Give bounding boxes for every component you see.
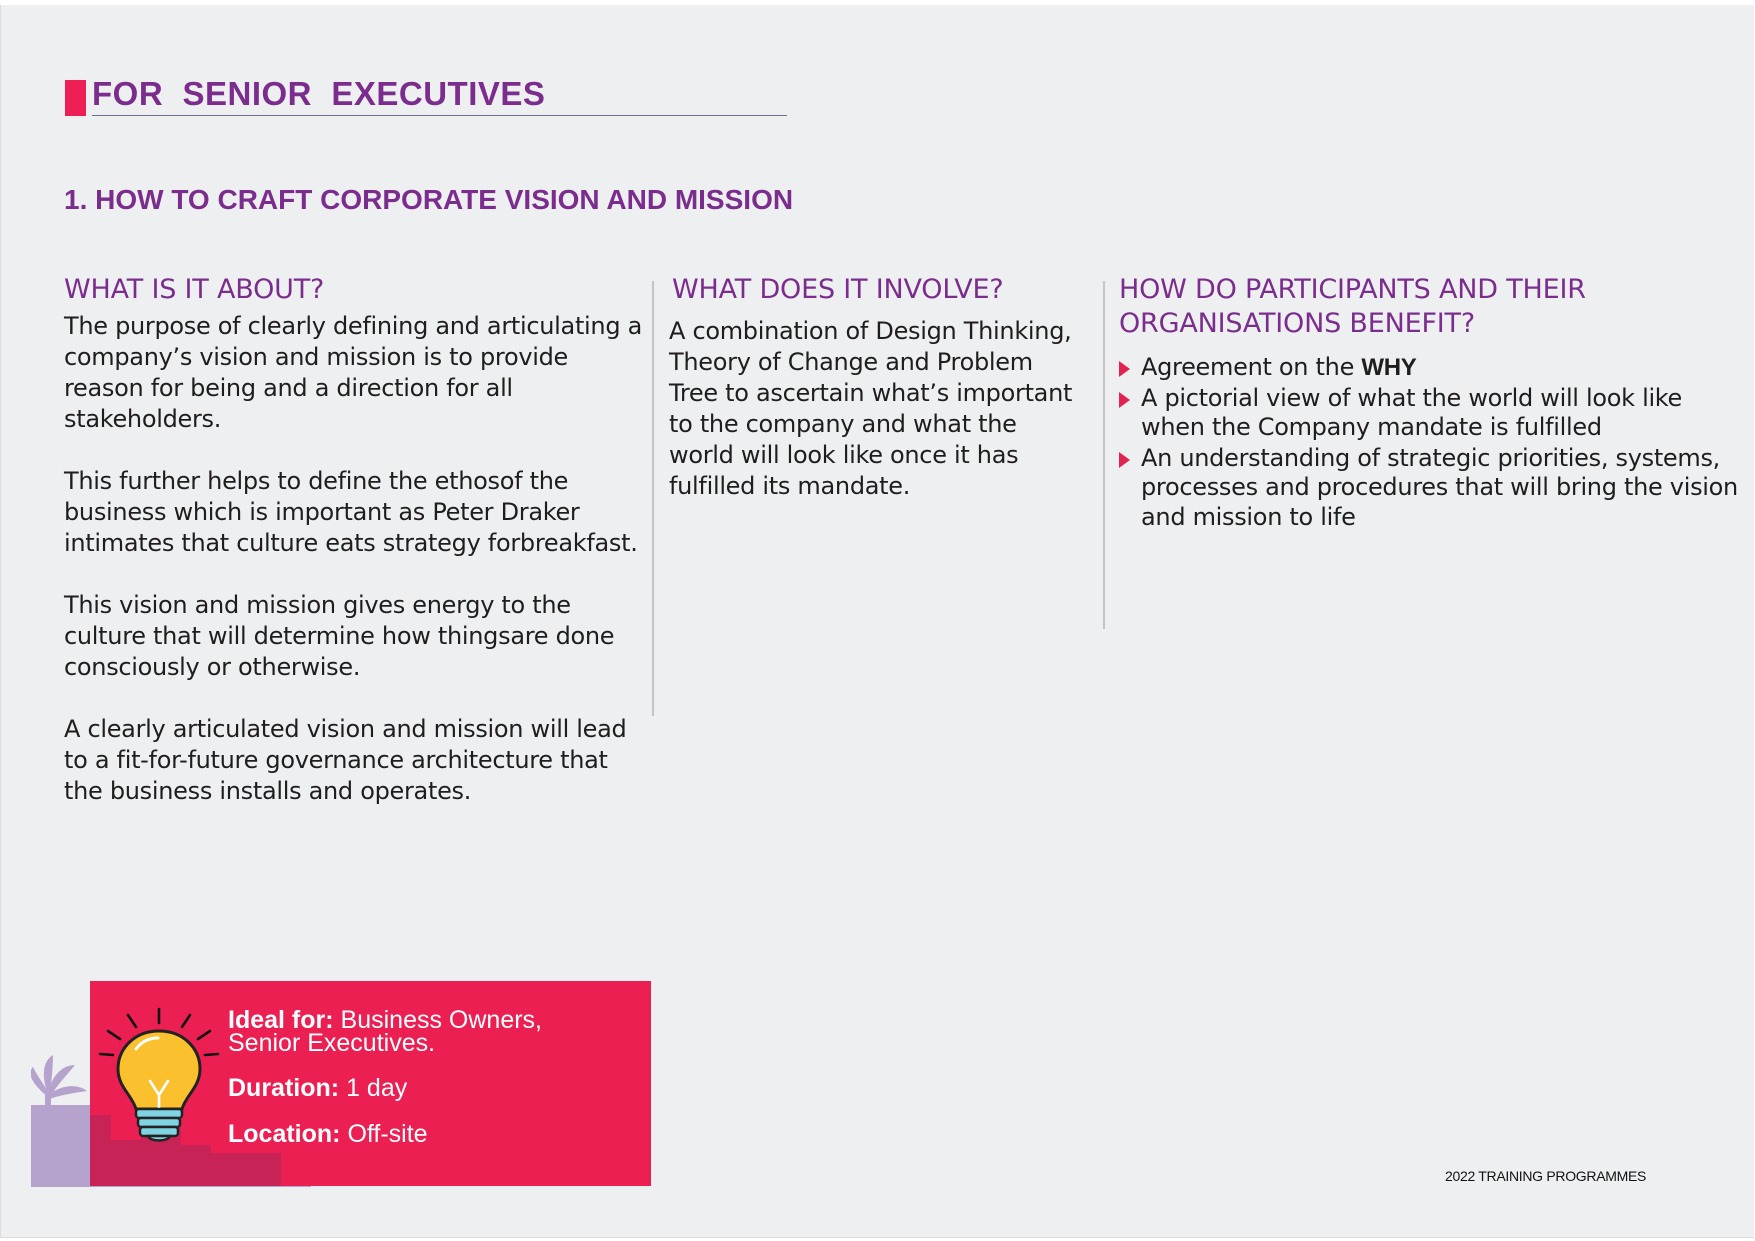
column-divider <box>652 281 654 716</box>
benefit-item-text: An understanding of strategic priorities, systems, processes and procedures that will bring the vision and mission to life <box>1141 443 1738 531</box>
about-paragraph: A clearly articulated vision and mission will lead to a fit-for-future governance architecture that the business installs and operates. <box>64 715 627 805</box>
lightbulb-icon <box>98 1007 223 1147</box>
benefit-item-text: Agreement on the <box>1141 353 1362 381</box>
location-value: Off-site <box>347 1120 428 1148</box>
bullet-arrow-icon <box>1119 361 1130 377</box>
bullet-arrow-icon <box>1119 452 1130 468</box>
benefit-item <box>1119 384 1739 443</box>
location-row <box>228 1120 542 1148</box>
benefit-item <box>1119 444 1739 533</box>
about-paragraph: This vision and mission gives energy to the culture that will determine how thingsare done consciously or otherwise. <box>64 591 615 681</box>
course-info-box <box>90 981 651 1186</box>
about-text <box>64 311 649 838</box>
about-paragraph: The purpose of clearly defining and articulating a company’s vision and mission is to provide reason for being and a direction for all stakeholders. <box>64 312 643 433</box>
about-heading: WHAT IS IT ABOUT? <box>64 274 325 305</box>
duration-label: Duration: <box>228 1074 340 1102</box>
benefit-heading-line: HOW DO PARTICIPANTS AND THEIR <box>1119 274 1586 305</box>
benefits-list <box>1119 353 1739 533</box>
section-title: FOR SENIOR EXECUTIVES <box>92 75 546 112</box>
benefit-item-emphasis: WHY <box>1361 354 1417 381</box>
benefit-heading-line: ORGANISATIONS BENEFIT? <box>1119 308 1475 339</box>
ideal-for-label: Ideal for: <box>228 1006 334 1034</box>
page <box>0 5 1754 1238</box>
course-details <box>228 1006 542 1148</box>
ideal-for-value: Business Owners, <box>340 1006 542 1034</box>
benefit-item-text: A pictorial view of what the world will look like when the Company mandate is fulfilled <box>1141 383 1683 441</box>
course-title: 1. HOW TO CRAFT CORPORATE VISION AND MISSION <box>64 184 794 215</box>
section-marker <box>65 80 86 116</box>
involve-text: A combination of Design Thinking, Theory of Change and Problem Tree to ascertain what’s important to the company and what the world will look like once it has fulfilled its mandate. <box>669 317 1073 500</box>
about-paragraph: This further helps to define the ethosof the business which is important as Peter Draker intimates that culture eats strategy forbreakfast. <box>64 467 638 557</box>
section-divider <box>92 115 787 116</box>
footer-text: 2022 TRAINING PROGRAMMES <box>1445 1168 1647 1184</box>
duration-value: 1 day <box>346 1074 408 1102</box>
involve-heading: WHAT DOES IT INVOLVE? <box>672 274 1004 305</box>
benefit-heading <box>1119 273 1586 341</box>
ideal-for-row-continued <box>228 1029 542 1057</box>
duration-row <box>228 1074 542 1102</box>
column-divider <box>1103 281 1105 629</box>
benefit-item <box>1119 353 1739 383</box>
ideal-for-value: Senior Executives. <box>228 1029 436 1057</box>
bullet-arrow-icon <box>1119 392 1130 408</box>
location-label: Location: <box>228 1120 341 1148</box>
